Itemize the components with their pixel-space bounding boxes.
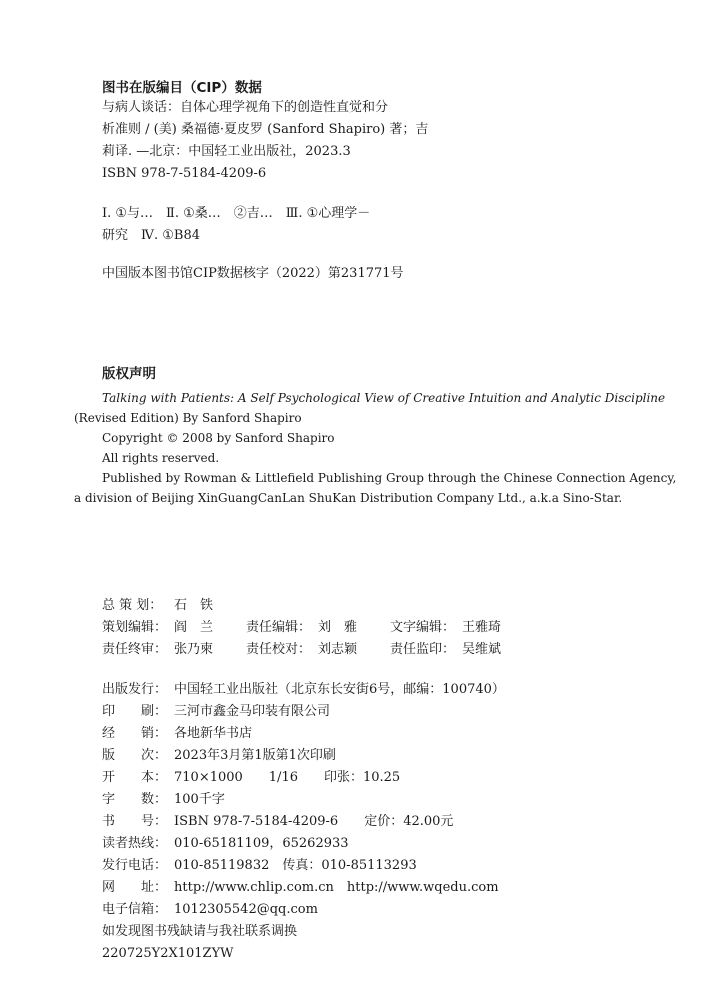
published-line: a division of Beijing XinGuangCanLan ShuKan Distribution Company Ltd., a.k.a Sino-Star.: [74, 491, 623, 505]
imprint-row: [102, 858, 417, 874]
imprint-label: 读者热线：: [102, 836, 168, 851]
imprint-value: 三河市鑫金马印装有限公司: [174, 704, 331, 719]
imprint-value: 710×1000 1/16 印张：10.25: [174, 770, 401, 785]
cip-title-line: 析准则 / (美) 桑福德·夏皮罗 (Sanford Shapiro) 著；吉: [102, 122, 429, 137]
staff-plan-editor: [102, 620, 213, 636]
staff-label: 策划编辑：: [102, 620, 168, 635]
imprint-value: http://www.chlip.com.cn http://www.wqedu.com: [174, 880, 499, 895]
published-line: Published by Rowman & Littlefield Publishing Group through the Chinese Connection Agency,: [102, 471, 677, 485]
imprint-label: 印 刷：: [102, 704, 168, 719]
copyright-line: Copyright © 2008 by Sanford Shapiro: [102, 431, 335, 445]
imprint-label: 网 址：: [102, 880, 168, 895]
original-title: Talking with Patients: A Self Psychological View of Creative Intuition and Analytic Discipline: [102, 391, 666, 405]
staff-proofread: [246, 642, 357, 658]
cip-heading: 图书在版编目（CIP）数据: [102, 80, 262, 96]
imprint-label: 开 本：: [102, 770, 168, 785]
imprint-row: [102, 770, 400, 786]
staff-value: 刘志颖: [318, 642, 358, 657]
imprint-label: 书 号：: [102, 814, 168, 829]
cip-title-line: 与病人谈话：自体心理学视角下的创造性直觉和分: [102, 100, 389, 115]
imprint-value: 010-65181109，65262933: [174, 836, 349, 851]
cip-class-line: 研究 Ⅳ. ①B84: [102, 228, 201, 243]
staff-text-editor: [390, 620, 501, 636]
imprint-label: 发行电话：: [102, 858, 168, 873]
imprint-value: 各地新华书店: [174, 726, 253, 741]
cip-core-data: 中国版本图书馆CIP数据核字（2022）第231771号: [102, 266, 404, 281]
imprint-value: 100千字: [174, 792, 225, 807]
imprint-row: [102, 748, 336, 764]
staff-resp-editor: [246, 620, 357, 636]
staff-value: 石 铁: [174, 598, 214, 613]
imprint-row: [102, 704, 330, 720]
staff-value: 吴维斌: [462, 642, 502, 657]
imprint-label: 经 销：: [102, 726, 168, 741]
staff-label: 文字编辑：: [390, 620, 456, 635]
staff-value: 张乃柬: [174, 642, 214, 657]
cip-title-line: 莉译. —北京：中国轻工业出版社，2023.3: [102, 144, 351, 159]
edition-line: (Revised Edition) By Sanford Shapiro: [74, 411, 302, 425]
imprint-label: 字 数：: [102, 792, 168, 807]
imprint-row: [102, 836, 349, 852]
imprint-row: [102, 726, 252, 742]
staff-value: 王雅琦: [462, 620, 502, 635]
imprint-label: 出版发行：: [102, 682, 168, 697]
staff-final-review: [102, 642, 213, 658]
imprint-row: [102, 880, 499, 896]
imprint-value: 1012305542@qq.com: [174, 902, 318, 917]
cip-isbn: ISBN 978-7-5184-4209-6: [102, 166, 267, 181]
staff-label: 总 策 划：: [102, 598, 163, 613]
imprint-row: [102, 792, 225, 808]
staff-label: 责任编辑：: [246, 620, 312, 635]
imprint-row: [102, 814, 453, 830]
staff-label: 责任监印：: [390, 642, 456, 657]
imprint-value: 2023年3月第1版第1次印刷: [174, 748, 336, 763]
defect-notice: 如发现图书残缺请与我社联系调换: [102, 924, 298, 939]
imprint-row: [102, 902, 318, 918]
imprint-value: 010-85119832 传真：010-85113293: [174, 858, 417, 873]
cip-class-line: Ⅰ. ①与… Ⅱ. ①桑… ②吉… Ⅲ. ①心理学－: [102, 206, 371, 221]
rights-line: All rights reserved.: [102, 451, 220, 465]
staff-value: 刘 雅: [318, 620, 358, 635]
staff-value: 阎 兰: [174, 620, 214, 635]
staff-label: 责任校对：: [246, 642, 312, 657]
print-code: 220725Y2X101ZYW: [102, 946, 234, 961]
copyright-heading: 版权声明: [102, 366, 156, 382]
imprint-label: 电子信箱：: [102, 902, 168, 917]
imprint-label: 版 次：: [102, 748, 168, 763]
imprint-value: 中国轻工业出版社（北京东长安街6号，邮编：100740）: [174, 682, 505, 697]
staff-label: 责任终审：: [102, 642, 168, 657]
imprint-row: [102, 682, 505, 698]
imprint-value: ISBN 978-7-5184-4209-6 定价：42.00元: [174, 814, 454, 829]
staff-print-supervisor: [390, 642, 501, 658]
staff-planner: [102, 598, 213, 614]
